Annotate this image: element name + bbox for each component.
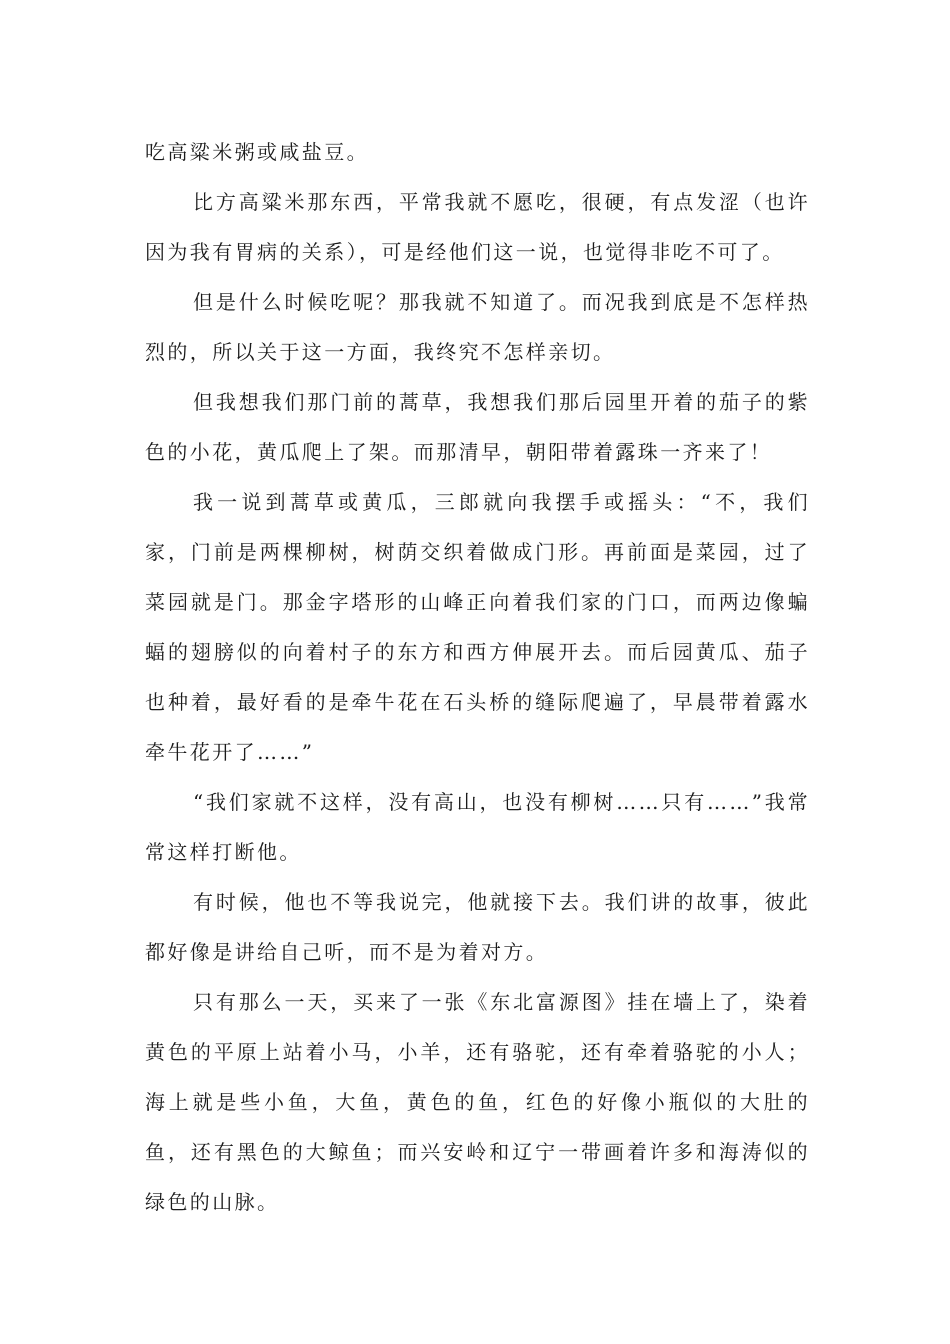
paragraph-4: 但我想我们那门前的蒿草，我想我们那后园里开着的茄子的紫色的小花，黄瓜爬上了架。而那清早，朝阳带着露珠一齐来了！ [145,390,810,464]
paragraph-6: “我们家就不这样，没有高山，也没有柳树……只有……”我常常这样打断他。 [145,790,810,864]
paragraph-8: 只有那么一天，买来了一张《东北富源图》挂在墙上了，染着黄色的平原上站着小马，小羊，还有骆驼，还有牵着骆驼的小人；海上就是些小鱼，大鱼，黄色的鱼，红色的好像小瓶似的大肚的鱼，还有黑色的大鲸鱼；而兴安岭和辽宁一带画着许多和海涛似的绿色的山脉。 [145,990,810,1214]
paragraph-2: 比方高粱米那东西，平常我就不愿吃，很硬，有点发涩（也许因为我有胃病的关系），可是经他们这一说，也觉得非吃不可了。 [145,190,810,264]
body-text [145,127,810,1227]
paragraph-7: 有时候，他也不等我说完，他就接下去。我们讲的故事，彼此都好像是讲给自己听，而不是为着对方。 [145,890,810,964]
paragraph-5: 我一说到蒿草或黄瓜，三郎就向我摆手或摇头：“不，我们家，门前是两棵柳树，树荫交织着做成门形。再前面是菜园，过了菜园就是门。那金字塔形的山峰正向着我们家的门口，而两边像蝙蝠的翅膀似的向着村子的东方和西方伸展开去。而后园黄瓜、茄子也种着，最好看的是牵牛花在石头桥的缝际爬遍了，早晨带着露水牵牛花开了……” [145,490,810,764]
paragraph-1: 吃高粱米粥或咸盐豆。 [145,140,369,164]
paragraph-3: 但是什么时候吃呢？那我就不知道了。而况我到底是不怎样热烈的，所以关于这一方面，我终究不怎样亲切。 [145,290,810,364]
